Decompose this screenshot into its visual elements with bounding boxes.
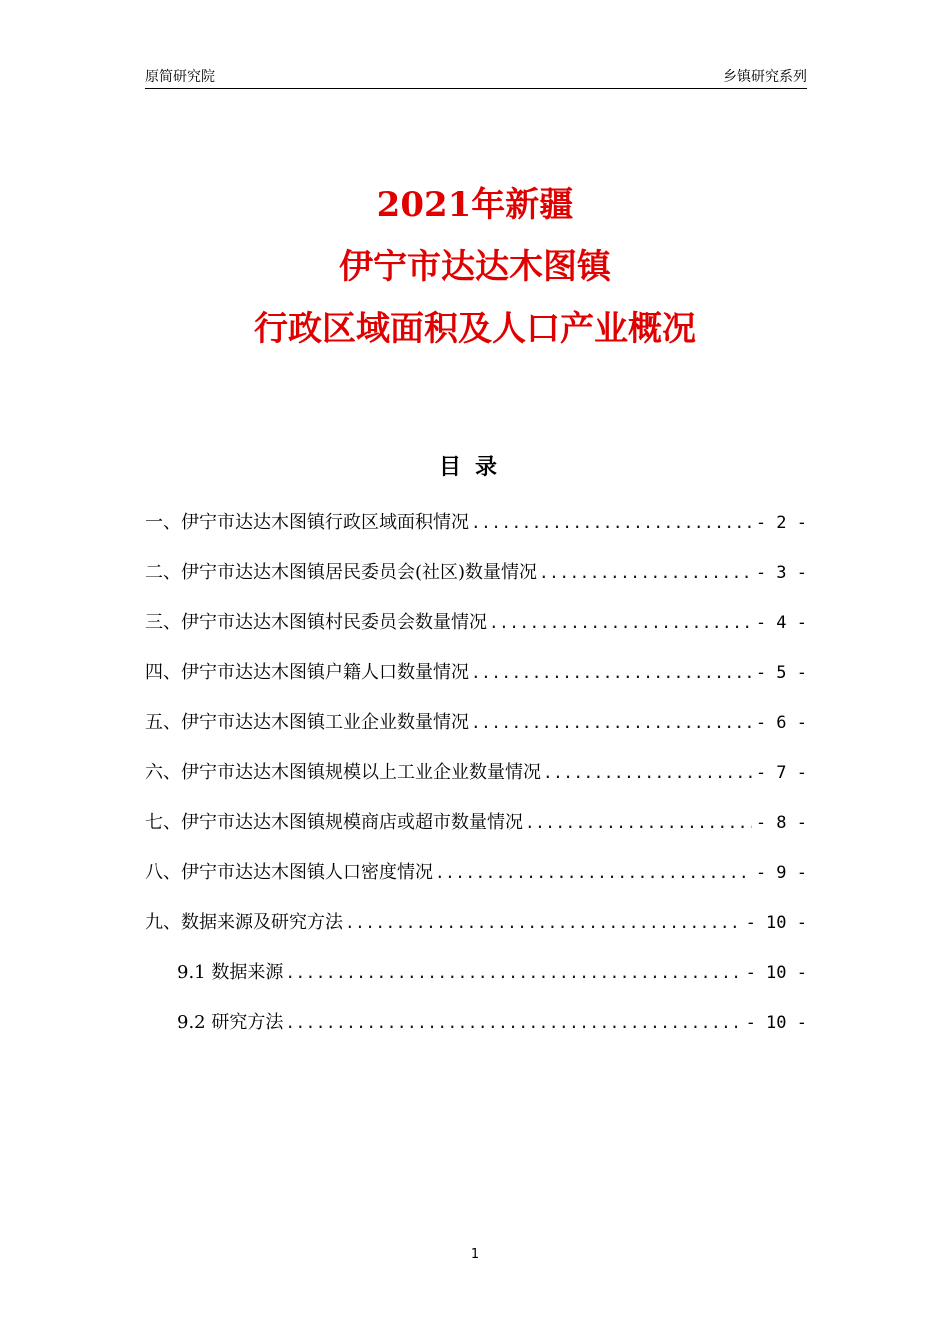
toc-leader-dots (471, 705, 752, 741)
toc-entry-title: 八、伊宁市达达木图镇人口密度情况 (145, 862, 433, 883)
toc-leader-dots (471, 655, 752, 691)
toc-entry[interactable] (145, 705, 807, 755)
header-org-name: 原简研究院 (145, 69, 215, 85)
toc-leader-dots (525, 805, 752, 841)
title-line-1: 2021年新疆 (376, 185, 574, 225)
toc-entry-title: 三、伊宁市达达木图镇村民委员会数量情况 (145, 612, 487, 633)
toc-entry-title: 一、伊宁市达达木图镇行政区域面积情况 (145, 512, 469, 533)
toc-entry-page: - 10 - (745, 1013, 807, 1033)
toc-subentry[interactable] (145, 955, 807, 1005)
toc-entry[interactable] (145, 605, 807, 655)
toc-leader-dots (539, 555, 752, 591)
toc-entry-page: - 2 - (755, 513, 807, 533)
toc-leader-dots (435, 855, 752, 891)
toc-entry-title: 四、伊宁市达达木图镇户籍人口数量情况 (145, 662, 469, 683)
toc-entry[interactable] (145, 855, 807, 905)
toc-entry[interactable] (145, 805, 807, 855)
toc-entry-title: 9.2 研究方法 (177, 1012, 284, 1033)
toc-entry-page: - 8 - (755, 813, 807, 833)
toc-leader-dots (543, 755, 752, 791)
toc-leader-dots (285, 1005, 741, 1041)
toc-leader-dots (345, 905, 742, 941)
toc-entry[interactable] (145, 905, 807, 955)
title-line-2: 伊宁市达达木图镇 (339, 247, 611, 287)
toc-entry-page: - 7 - (755, 763, 807, 783)
toc-entry[interactable] (145, 555, 807, 605)
toc-subentry[interactable] (145, 1005, 807, 1055)
toc-entry-page: - 10 - (745, 963, 807, 983)
toc-entry[interactable] (145, 655, 807, 705)
toc-heading: 目录 (438, 455, 511, 480)
toc-entry-title: 七、伊宁市达达木图镇规模商店或超市数量情况 (145, 812, 523, 833)
toc-entry-title: 五、伊宁市达达木图镇工业企业数量情况 (145, 712, 469, 733)
toc-entry-title: 六、伊宁市达达木图镇规模以上工业企业数量情况 (145, 762, 541, 783)
toc-leader-dots (471, 505, 752, 541)
toc-entry-page: - 3 - (755, 563, 807, 583)
toc-entry-title: 二、伊宁市达达木图镇居民委员会(社区)数量情况 (145, 562, 538, 583)
toc-entry-page: - 4 - (755, 613, 807, 633)
table-of-contents (145, 505, 807, 1055)
toc-entry-page: - 10 - (745, 913, 807, 933)
toc-entry[interactable] (145, 505, 807, 555)
toc-entry[interactable] (145, 755, 807, 805)
header-series-name: 乡镇研究系列 (723, 69, 807, 85)
toc-entry-title: 9.1 数据来源 (177, 962, 284, 983)
page-header (145, 66, 807, 89)
title-line-3: 行政区域面积及人口产业概况 (254, 309, 696, 349)
document-title (0, 174, 950, 360)
toc-leader-dots (285, 955, 741, 991)
toc-entry-title: 九、数据来源及研究方法 (145, 912, 343, 933)
toc-entry-page: - 9 - (755, 863, 807, 883)
toc-entry-page: - 6 - (755, 713, 807, 733)
page-number: 1 (470, 1247, 480, 1262)
toc-entry-page: - 5 - (755, 663, 807, 683)
toc-leader-dots (489, 605, 752, 641)
